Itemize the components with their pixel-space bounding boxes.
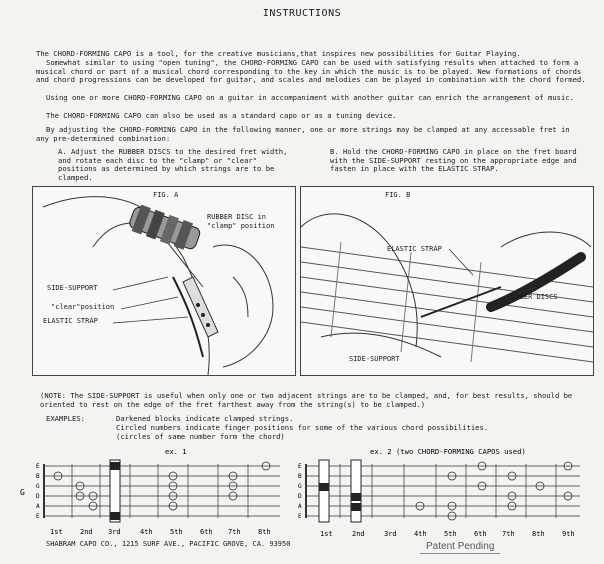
ex1-string-2: B	[36, 473, 40, 480]
ex1-fret-5: 5th	[170, 528, 183, 536]
ex1-fret-4: 4th	[140, 528, 153, 536]
ex2-fret-4: 4th	[414, 530, 427, 538]
intro-paragraph-3: Using one or more CHORD-FORMING CAPO on a guitar in accompaniment with another guitar can enrich the arrangement of music.	[46, 93, 574, 102]
ex1-string-4: D	[36, 493, 40, 500]
side-support-label-b: SIDE-SUPPORT	[349, 355, 400, 363]
ex2-fret-5: 5th	[444, 530, 457, 538]
ex1-string-5: A	[36, 503, 40, 510]
rubber-disc-label: RUBBER DISC in	[207, 213, 267, 221]
ex1-fret-3: 3rd	[108, 528, 121, 536]
intro-paragraph-2: Somewhat similar to using "open tuning", the CHORD-FORMING CAPO can be used with satisfying results when attached to form a musical chord or part of a musical chord corresponding to the key in which the music is to be played. New formations of chords and chord progressions can be developed for guitar, and scales and melodies can be played in combination with the chord formed.	[36, 58, 586, 85]
figure-a-title: FIG. A	[153, 191, 179, 199]
ex2-title: ex. 2 (two CHORD-FORMING CAPOS used)	[370, 447, 526, 456]
ex2-fret-1: 1st	[320, 530, 333, 538]
ex2-fret-7: 7th	[502, 530, 515, 538]
step-a-text: A. Adjust the RUBBER DISCS to the desired fret width, and rotate each disc to the "clamp" or "clear" positions as determined by which strings are to be clamped.	[58, 147, 288, 182]
note-paragraph: (NOTE: The SIDE-SUPPORT is useful when only one or two adjacent strings are to be clamped, and, for best results, should be oriented to rest on the edge of the fret farthest away from the string(s) to be clamped.)	[40, 391, 573, 409]
ex1-fret-1: 1st	[50, 528, 63, 536]
ex2-string-2: B	[298, 473, 302, 480]
ex1-string-1: E	[36, 463, 40, 470]
examples-line-2: Circled numbers indicate finger positions for some of the various chord possibilities.	[116, 423, 489, 432]
adjust-paragraph: By adjusting the CHORD-FORMING CAPO in the following manner, one or more strings may be clamped at any accessable fret in any pre-determined combination:	[36, 125, 570, 143]
ex1-title: ex. 1	[165, 447, 187, 456]
ex2-string-6: E	[298, 513, 302, 520]
ex1-fret-7: 7th	[228, 528, 241, 536]
ex1-fret-6: 6th	[200, 528, 213, 536]
figure-b-title: FIG. B	[385, 191, 411, 199]
figure-b-illustration	[301, 187, 593, 375]
ex2-string-5: A	[298, 503, 302, 510]
ex1-chord-label: G	[20, 488, 25, 497]
patent-pending-stamp: Patent Pending	[420, 541, 500, 554]
footer-address: SHABRAM CAPO CO., 1215 SURF AVE., PACIFIC GROVE, CA. 93950	[46, 540, 291, 548]
figure-a	[32, 186, 296, 376]
ex1-fret-8: 8th	[258, 528, 271, 536]
ex2-string-1: E	[298, 463, 302, 470]
ex1-string-3: G	[36, 483, 40, 490]
ex2-string-3: G	[298, 483, 302, 490]
examples-line-3: (circles of same number form the chord)	[116, 432, 285, 441]
page-title: INSTRUCTIONS	[262, 8, 342, 19]
ex1-string-6: E	[36, 513, 40, 520]
elastic-strap-label-b: ELASTIC STRAP	[387, 245, 442, 253]
examples-label: EXAMPLES:	[46, 414, 85, 423]
figure-b	[300, 186, 594, 376]
ex2-fret-2: 2nd	[352, 530, 365, 538]
intro-paragraph-1: The CHORD-FORMING CAPO is a tool, for the creative musicians,that inspires new possibilities for Guitar Playing.	[36, 49, 521, 58]
ex2-fret-8: 8th	[532, 530, 545, 538]
ex2-string-4: D	[298, 493, 302, 500]
clamp-position-label: "clamp" position	[207, 222, 275, 230]
clear-position-label: "clear"position	[51, 303, 115, 311]
rubber-discs-label: RUBBER DISCS	[507, 293, 558, 301]
elastic-strap-label-a: ELASTIC STRAP	[43, 317, 98, 325]
ex2-fret-6: 6th	[474, 530, 487, 538]
ex2-fret-3: 3rd	[384, 530, 397, 538]
ex1-fret-2: 2nd	[80, 528, 93, 536]
side-support-label: SIDE-SUPPORT	[47, 284, 98, 292]
ex2-fret-9: 9th	[562, 530, 575, 538]
examples-line-1: Darkened blocks indicate clamped strings.	[116, 414, 294, 423]
step-b-text: B. Hold the CHORD-FORMING CAPO in place on the fret board with the SIDE-SUPPORT resting on the appropriate edge and fasten in place with the ELASTIC STRAP.	[330, 147, 577, 174]
intro-paragraph-4: The CHORD-FORMING CAPO can also be used as a standard capo or as a tuning device.	[46, 111, 397, 120]
